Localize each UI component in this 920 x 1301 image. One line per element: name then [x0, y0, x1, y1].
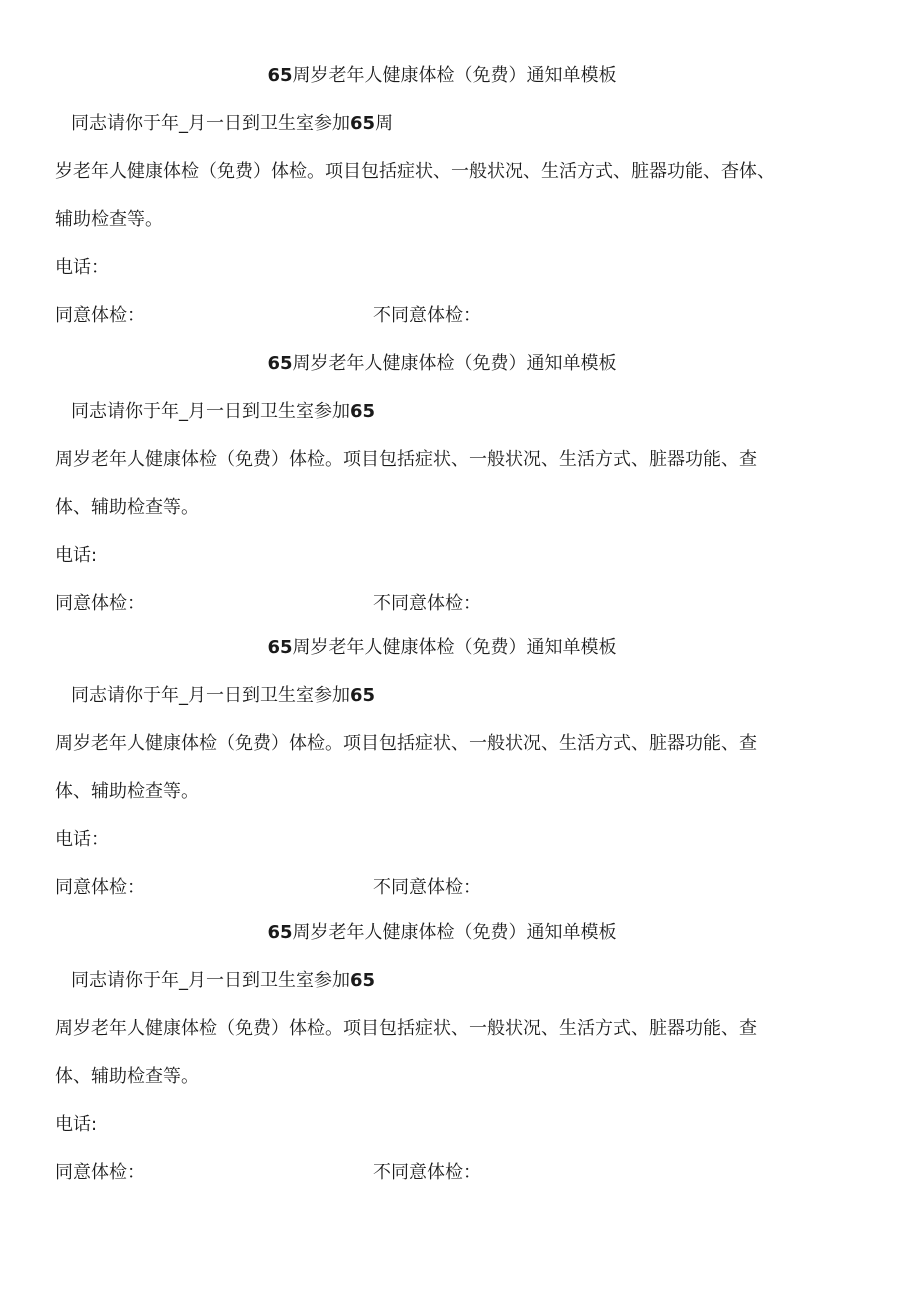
notice-body-line-2: 辅助检查等。	[55, 209, 163, 230]
notice-body-line-1: 周岁老年人健康体检（免费）体检。项目包括症状、一般状况、生活方式、脏器功能、查	[55, 1018, 757, 1039]
notice-title	[0, 921, 884, 945]
phone-label: 电话:	[55, 1114, 98, 1135]
disagree-label: 不同意体检：	[373, 1162, 481, 1183]
invite-line	[71, 969, 375, 993]
title-number: 65	[267, 922, 293, 943]
notice-body-line-1: 周岁老年人健康体检（免费）体检。项目包括症状、一般状况、生活方式、脏器功能、查	[55, 449, 757, 470]
phone-label: 电话：	[55, 829, 109, 850]
agree-label: 同意体检：	[55, 877, 145, 898]
notice-body-line-1: 周岁老年人健康体检（免费）体检。项目包括症状、一般状况、生活方式、脏器功能、查	[55, 733, 757, 754]
title-text: 周岁老年人健康体检（免费）通知单模板	[292, 922, 617, 943]
phone-label: 电话:	[55, 545, 98, 566]
title-text: 周岁老年人健康体检（免费）通知单模板	[292, 65, 617, 86]
phone-label: 电话：	[55, 257, 109, 278]
invite-line	[71, 400, 375, 424]
title-number: 65	[267, 65, 293, 86]
invite-number: 65	[350, 401, 376, 422]
notice-block	[0, 857, 920, 1183]
disagree-label: 不同意体检：	[373, 877, 481, 898]
notice-body-line-2: 体、辅助检查等。	[55, 497, 199, 518]
invite-line	[71, 684, 375, 708]
invite-text: 同志请你于年_月一日到卫生室参加	[71, 113, 350, 134]
title-text: 周岁老年人健康体检（免费）通知单模板	[292, 637, 617, 658]
invite-text: 同志请你于年_月一日到卫生室参加	[71, 401, 350, 422]
agree-label: 同意体检：	[55, 305, 145, 326]
disagree-label: 不同意体检：	[373, 305, 481, 326]
invite-text: 同志请你于年_月一日到卫生室参加	[71, 685, 350, 706]
notice-block	[0, 288, 920, 614]
notice-block	[0, 0, 920, 326]
notice-body-line-2: 体、辅助检查等。	[55, 1066, 199, 1087]
notice-body-line-1: 岁老年人健康体检（免费）体检。项目包括症状、一般状况、生活方式、脏器功能、杳体、	[55, 161, 775, 182]
agree-label: 同意体检：	[55, 593, 145, 614]
agree-label: 同意体检：	[55, 1162, 145, 1183]
invite-number: 65	[350, 970, 376, 991]
invite-number: 65	[350, 113, 376, 134]
title-number: 65	[267, 353, 293, 374]
invite-tail: 周	[375, 113, 394, 134]
invite-line	[71, 112, 393, 136]
notice-block	[0, 572, 920, 898]
notice-title	[0, 352, 884, 376]
notice-body-line-2: 体、辅助检查等。	[55, 781, 199, 802]
disagree-label: 不同意体检：	[373, 593, 481, 614]
title-number: 65	[267, 637, 293, 658]
invite-text: 同志请你于年_月一日到卫生室参加	[71, 970, 350, 991]
invite-number: 65	[350, 685, 376, 706]
notice-title	[0, 636, 884, 660]
notice-title	[0, 64, 884, 88]
title-text: 周岁老年人健康体检（免费）通知单模板	[292, 353, 617, 374]
